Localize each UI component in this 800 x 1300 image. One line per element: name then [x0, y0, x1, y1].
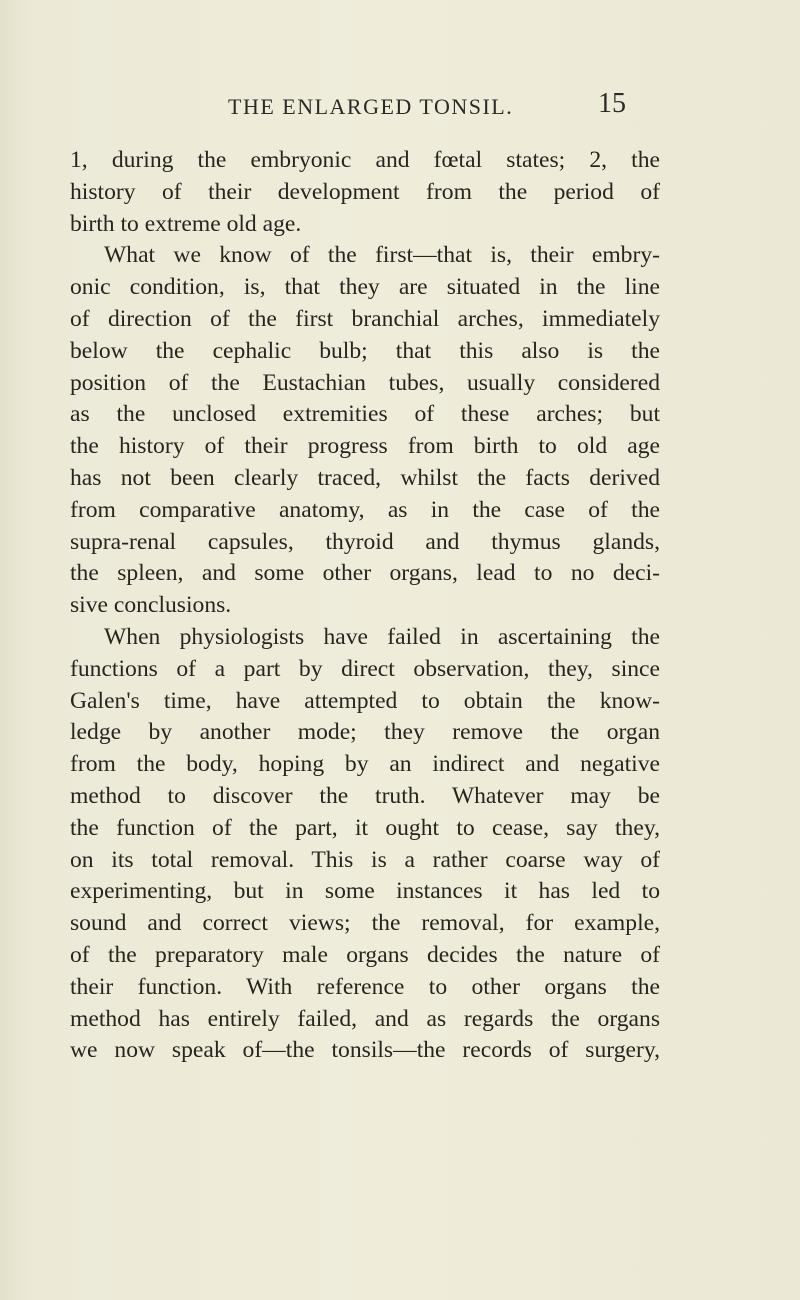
text-line: What we know of the first—that is, their embry-: [104, 242, 660, 269]
text-line: method to discover the truth. Whatever may be: [70, 782, 660, 809]
text-line: their function. With reference to other organs the: [70, 973, 660, 1000]
text-line: the spleen, and some other organs, lead to no deci-: [70, 560, 660, 587]
page-number: 15: [598, 88, 626, 119]
text-line: When physiologists have failed in ascertaining the: [104, 623, 660, 650]
text-line: we now speak of—the tonsils—the records of surgery,: [70, 1037, 660, 1064]
text-line: below the cephalic bulb; that this also is the: [70, 337, 660, 364]
body-text: [70, 145, 660, 1067]
running-head: [0, 88, 800, 128]
text-line: onic condition, is, that they are situated in the line: [70, 274, 660, 301]
text-line: birth to extreme old age.: [70, 210, 302, 237]
text-line: has not been clearly traced, whilst the facts derived: [70, 464, 660, 491]
text-line: history of their development from the period of: [70, 178, 660, 205]
text-line: the function of the part, it ought to cease, say they,: [70, 814, 660, 841]
text-line: from the body, hoping by an indirect and negative: [70, 751, 660, 778]
text-line: Galen's time, have attempted to obtain the know-: [70, 687, 660, 714]
text-line: supra-renal capsules, thyroid and thymus glands,: [70, 528, 660, 555]
text-line: functions of a part by direct observation, they, since: [70, 655, 660, 682]
text-line: method has entirely failed, and as regards the organs: [70, 1005, 660, 1032]
running-title: THE ENLARGED TONSIL.: [228, 94, 514, 119]
text-line: 1, during the embryonic and fœtal states; 2, the: [70, 147, 660, 173]
text-line: sound and correct views; the removal, for example,: [70, 910, 660, 937]
text-line: from comparative anatomy, as in the case of the: [70, 496, 660, 523]
text-line: on its total removal. This is a rather coarse way of: [70, 846, 660, 873]
text-line: sive conclusions.: [70, 592, 232, 619]
text-line: of the preparatory male organs decides the nature of: [70, 941, 660, 968]
text-line: ledge by another mode; they remove the organ: [70, 719, 660, 746]
text-line: of direction of the first branchial arches, immediately: [70, 305, 660, 332]
text-line: experimenting, but in some instances it has led to: [70, 878, 660, 905]
text-line: position of the Eustachian tubes, usually considered: [70, 369, 660, 396]
text-line: as the unclosed extremities of these arches; but: [70, 401, 660, 428]
text-line: the history of their progress from birth to old age: [70, 433, 660, 460]
